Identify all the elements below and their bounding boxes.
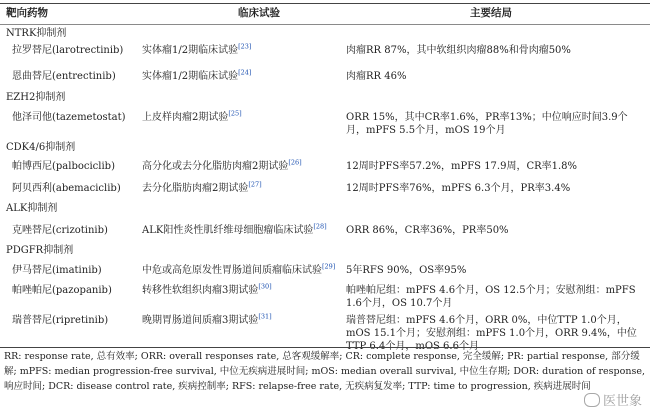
drug-name: 瑞普替尼(ripretinib) <box>12 315 109 326</box>
section-title: CDK4/6抑制剂 <box>6 142 76 153</box>
top-rule <box>0 3 650 4</box>
trial-text: 上皮样肉瘤2期试验 <box>142 112 229 123</box>
reference-link[interactable]: [26] <box>288 158 302 167</box>
header-drug: 靶向药物 <box>6 7 48 19</box>
reference-link[interactable]: [29] <box>322 262 336 271</box>
watermark <box>584 390 642 409</box>
trial-cell <box>142 182 342 195</box>
trial-text: 实体瘤1/2期临床试验 <box>142 45 239 56</box>
drug-name: 帕唑帕尼(pazopanib) <box>12 285 112 296</box>
outcome-text: 5年RFS 90%，OS率95% <box>346 265 467 276</box>
drug-name: 他泽司他(tazemetostat) <box>12 112 126 123</box>
header-rule <box>0 24 650 25</box>
header-outcome: 主要结局 <box>470 7 512 19</box>
outcome-text: 帕唑帕尼组：mPFS 4.6个月，OS 12.5个月；安慰剂组：mPFS 1.6个月，OS 10.7个月 <box>346 285 636 309</box>
trial-cell <box>142 160 342 173</box>
outcome-text: 瑞普替尼组：mPFS 4.6个月，ORR 0%，中位TTP 1.0个月，mOS 15.1个月；安慰剂组：mPFS 1.0个月，ORR 9.4%，中位 <box>346 315 637 339</box>
header-trial: 临床试验 <box>238 7 280 19</box>
drug-name: 帕博西尼(palbociclib) <box>12 161 115 172</box>
section-title: NTRK抑制剂 <box>6 28 67 39</box>
reference-link[interactable]: [23] <box>238 42 252 51</box>
trial-text: 实体瘤1/2期临床试验 <box>142 71 239 82</box>
outcome-text: 肉瘤RR 87%，其中软组织肉瘤88%和骨肉瘤50% <box>346 45 571 56</box>
wechat-icon <box>584 393 600 407</box>
trial-cell <box>142 314 342 327</box>
section-title: ALK抑制剂 <box>6 203 58 214</box>
reference-link[interactable]: [25] <box>228 109 242 118</box>
trial-text: 去分化脂肪肉瘤2期试验 <box>142 183 249 194</box>
section-title: PDGFR抑制剂 <box>6 245 74 256</box>
reference-link[interactable]: [30] <box>258 282 272 291</box>
outcome-text: 12周时PFS率57.2%，mPFS 17.9周，CR率1.8% <box>346 161 578 172</box>
trial-text: ALK阳性炎性肌纤维母细胞瘤临床试验 <box>142 225 314 236</box>
outcome-text: ORR 86%，CR率36%，PR率50% <box>346 225 509 236</box>
trial-text: 高分化或去分化脂肪肉瘤2期试验 <box>142 161 289 172</box>
reference-link[interactable]: [24] <box>238 68 252 77</box>
trial-cell <box>142 44 342 57</box>
reference-link[interactable]: [27] <box>248 180 262 189</box>
outcome-text: 12周时PFS率76%，mPFS 6.3个月，PR率3.4% <box>346 183 571 194</box>
drug-name: 克唑替尼(crizotinib) <box>12 225 108 236</box>
trial-cell <box>142 264 342 277</box>
reference-link[interactable]: [28] <box>313 222 327 231</box>
outcome-text: ORR 15%，其中CR率1.6%，PR率13%；中位响应时间3.9个月，mPFS 5.5个月，mOS 19个月 <box>346 112 628 136</box>
footnote: RR: response rate, 总有效率; ORR: overall responses rate, 总客观缓解率; CR: complete response, 完全缓解; PR: partial response, 部分缓解; mPFS: median progression-free survival, 中位无疾病进展时间; mOS: median overall survival, 中位生存期; DOR: duration of response, 响应时间; DCR: disease control rate, 疾病控制率; RFS: relapse-free rate, 无疾病复发率; TTP: time to progression, 疾病进展时间 <box>4 351 645 392</box>
bottom-rule <box>0 347 650 348</box>
trial-cell <box>142 284 342 297</box>
reference-link[interactable]: [31] <box>258 312 272 321</box>
trial-text: 转移性软组织肉瘤3期试验 <box>142 285 259 296</box>
drug-name: 拉罗替尼(larotrectinib) <box>12 45 124 56</box>
outcome-text: 肉瘤RR 46% <box>346 71 407 82</box>
drug-name: 伊马替尼(imatinib) <box>12 265 102 276</box>
drug-name: 恩曲替尼(entrectinib) <box>12 71 116 82</box>
trial-cell <box>142 111 342 124</box>
watermark-text: 医世象 <box>602 394 642 409</box>
trial-cell <box>142 224 342 237</box>
trial-cell <box>142 70 342 83</box>
drug-name: 阿贝西利(abemaciclib) <box>12 183 121 194</box>
section-title: EZH2抑制剂 <box>6 92 66 103</box>
trial-text: 晚期胃肠道间质瘤3期试验 <box>142 315 259 326</box>
trial-text: 中危或高危原发性胃肠道间质瘤临床试验 <box>142 265 322 276</box>
